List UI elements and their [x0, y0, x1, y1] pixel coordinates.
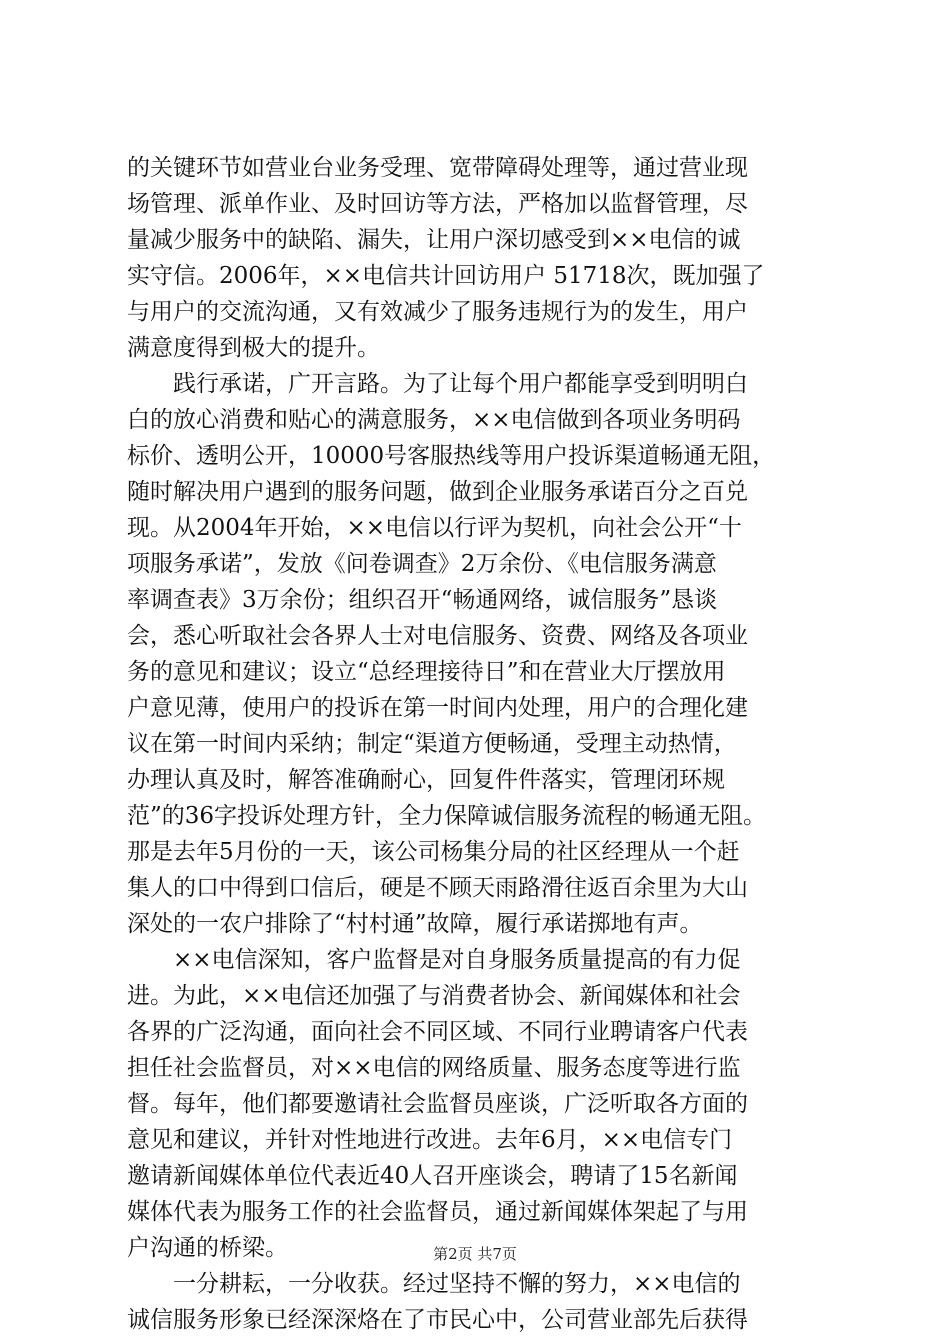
text-line: 务的意见和建议；设立“总经理接待日”和在营业大厅摆放用 [127, 659, 726, 685]
text-line: 深处的一农户排除了“村村通”故障，履行承诺掷地有声。 [127, 911, 703, 937]
text-line: 实守信。2006年，××电信共计回访用户 51718次，既加强了 [127, 263, 765, 289]
text-line: 担任社会监督员，对××电信的网络质量、服务态度等进行监 [127, 1055, 741, 1081]
text-line: 督。每年，他们都要邀请社会监督员座谈，广泛听取各方面的 [127, 1091, 748, 1117]
body-text [127, 150, 832, 1338]
text-line: 那是去年5月份的一天，该公司杨集分局的社区经理从一个赶 [127, 839, 740, 865]
text-line: 诚信服务形象已经深深烙在了市民心中，公司营业部先后获得 [127, 1307, 748, 1333]
text-line: 一分耕耘，一分收获。经过坚持不懈的努力，××电信的 [127, 1271, 741, 1297]
text-line: 践行承诺，广开言路。为了让每个用户都能享受到明明白 [127, 371, 748, 397]
text-line: 户意见薄，使用户的投诉在第一时间内处理，用户的合理化建 [127, 695, 748, 721]
text-line: 范”的36字投诉处理方针，全力保障诚信服务流程的畅通无阻。 [127, 803, 767, 829]
page-footer: 第2页 共7页 [433, 1245, 517, 1263]
text-line: 进。为此，××电信还加强了与消费者协会、新闻媒体和社会 [127, 983, 741, 1009]
text-line: 与用户的交流沟通，又有效减少了服务违规行为的发生，用户 [127, 299, 748, 325]
text-line: 随时解决用户遇到的服务问题，做到企业服务承诺百分之百兑 [127, 479, 748, 505]
text-line: ××电信深知，客户监督是对自身服务质量提高的有力促 [127, 947, 741, 973]
text-line: 项服务承诺”，发放《问卷调查》2万余份、《电信服务满意 [127, 551, 717, 577]
text-line: 邀请新闻媒体单位代表近40人召开座谈会，聘请了15名新闻 [127, 1163, 738, 1189]
text-line: 现。从2004年开始，××电信以行评为契机，向社会公开“十 [127, 515, 742, 541]
text-line: 量减少服务中的缺陷、漏失，让用户深切感受到××电信的诚 [127, 227, 741, 253]
text-line: 户沟通的桥梁。 [127, 1235, 288, 1261]
text-line: 率调查表》3万余份；组织召开“畅通网络，诚信服务”恳谈 [127, 587, 718, 613]
text-line: 白的放心消费和贴心的满意服务，××电信做到各项业务明码 [127, 407, 741, 433]
text-line: 各界的广泛沟通，面向社会不同区域、不同行业聘请客户代表 [127, 1019, 748, 1045]
text-line: 满意度得到极大的提升。 [127, 335, 380, 361]
text-line: 媒体代表为服务工作的社会监督员，通过新闻媒体架起了与用 [127, 1199, 748, 1225]
text-line: 的关键环节如营业台业务受理、宽带障碍处理等，通过营业现 [127, 155, 748, 181]
text-line: 标价、透明公开，10000号客服热线等用户投诉渠道畅通无阻， [127, 443, 776, 469]
text-line: 议在第一时间内采纳；制定“渠道方便畅通，受理主动热情， [127, 731, 737, 757]
text-line: 会，悉心听取社会各界人士对电信服务、资费、网络及各项业 [127, 623, 748, 649]
text-line: 办理认真及时，解答准确耐心，回复件件落实，管理闭环规 [127, 767, 725, 793]
text-line: 集人的口中得到口信后，硬是不顾天雨路滑往返百余里为大山 [127, 875, 748, 901]
text-line: 意见和建议，并针对性地进行改进。去年6月，××电信专门 [127, 1127, 733, 1153]
text-line: 场管理、派单作业、及时回访等方法，严格加以监督管理，尽 [127, 191, 748, 217]
